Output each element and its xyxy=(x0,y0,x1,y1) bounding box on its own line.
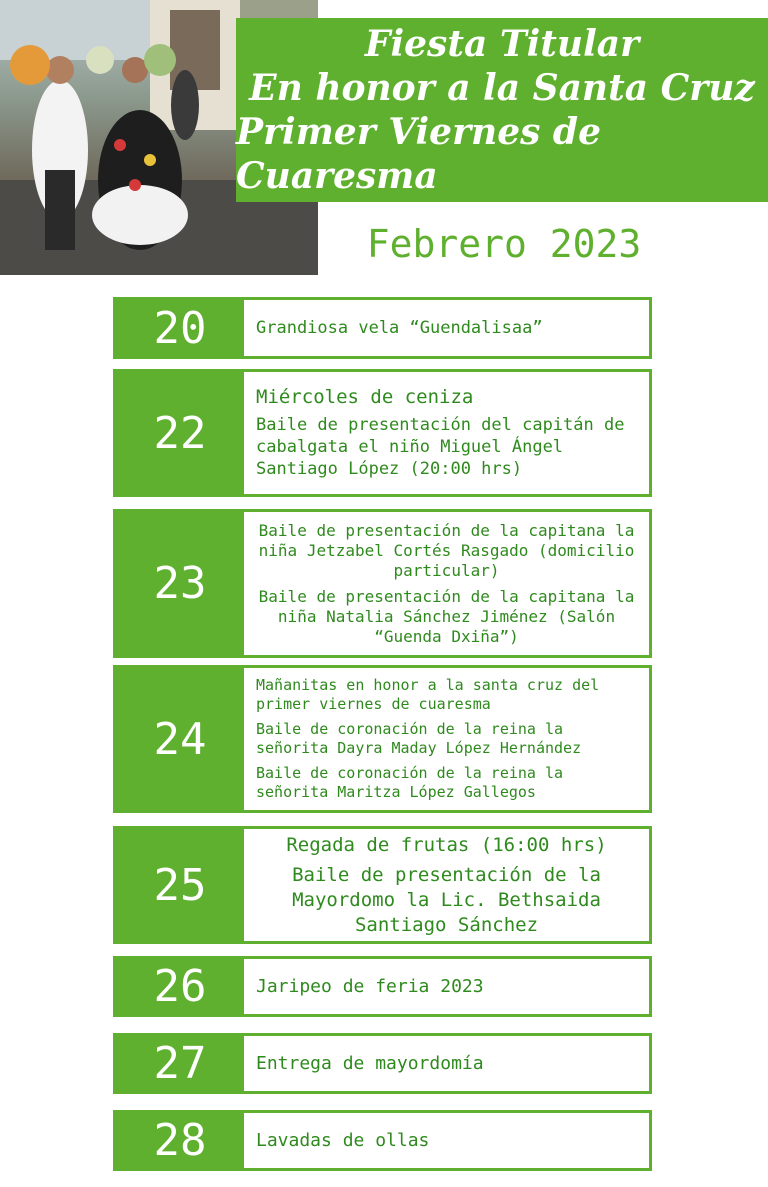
event-item: Miércoles de ceniza xyxy=(256,386,474,408)
event-day: 26 xyxy=(116,959,244,1014)
event-row-27 xyxy=(113,1033,652,1094)
event-item: Grandiosa vela “Guendalisaa” xyxy=(256,318,543,338)
event-row-26 xyxy=(113,956,652,1017)
event-row-22 xyxy=(113,369,652,497)
event-item: Jaripeo de feria 2023 xyxy=(256,975,484,997)
event-text xyxy=(244,829,649,941)
event-day: 27 xyxy=(116,1036,244,1091)
event-item: Baile de presentación de la capitana la niña Jetzabel Cortés Rasgado (domicilio particular) xyxy=(258,520,635,580)
event-text xyxy=(244,668,649,810)
event-row-23 xyxy=(113,509,652,658)
event-item: Regada de frutas (16:00 hrs) xyxy=(286,833,607,856)
event-day: 20 xyxy=(116,300,244,356)
title-line-1: Fiesta Titular xyxy=(364,23,640,65)
event-day: 24 xyxy=(116,668,244,810)
event-day: 22 xyxy=(116,372,244,494)
event-item: Entrega de mayordomía xyxy=(256,1052,484,1074)
event-item: Baile de presentación de la Mayordomo la Lic. Bethsaida Santiago Sánchez xyxy=(292,863,601,936)
event-day: 23 xyxy=(116,512,244,655)
event-text xyxy=(244,1036,649,1091)
month-heading: Febrero 2023 xyxy=(366,222,642,266)
event-day: 28 xyxy=(116,1113,244,1168)
title-line-3: Primer Viernes de Cuaresma xyxy=(236,111,602,197)
event-item: Baile de presentación de la capitana la niña Natalia Sánchez Jiménez (Salón “Guenda Dxiña”) xyxy=(258,586,635,646)
event-row-20 xyxy=(113,297,652,359)
title-banner xyxy=(236,18,768,202)
event-row-25 xyxy=(113,826,652,944)
event-item: Baile de coronación de la reina la señorita Maritza López Gallegos xyxy=(256,764,564,801)
title-line-2: En honor a la Santa Cruz xyxy=(249,67,755,109)
event-item: Baile de coronación de la reina la señorita Dayra Maday López Hernández xyxy=(256,720,582,757)
event-text xyxy=(244,300,649,356)
event-item: Mañanitas en honor a la santa cruz del primer viernes de cuaresma xyxy=(256,676,600,713)
event-row-28 xyxy=(113,1110,652,1171)
event-text xyxy=(244,959,649,1014)
event-item: Baile de presentación del capitán de cabalgata el niño Miguel Ángel Santiago López (20:00 hrs) xyxy=(256,415,625,479)
event-item: Lavadas de ollas xyxy=(256,1129,430,1151)
event-text xyxy=(244,512,649,655)
event-row-24 xyxy=(113,665,652,813)
event-text xyxy=(244,372,649,494)
event-text xyxy=(244,1113,649,1168)
event-day: 25 xyxy=(116,829,244,941)
